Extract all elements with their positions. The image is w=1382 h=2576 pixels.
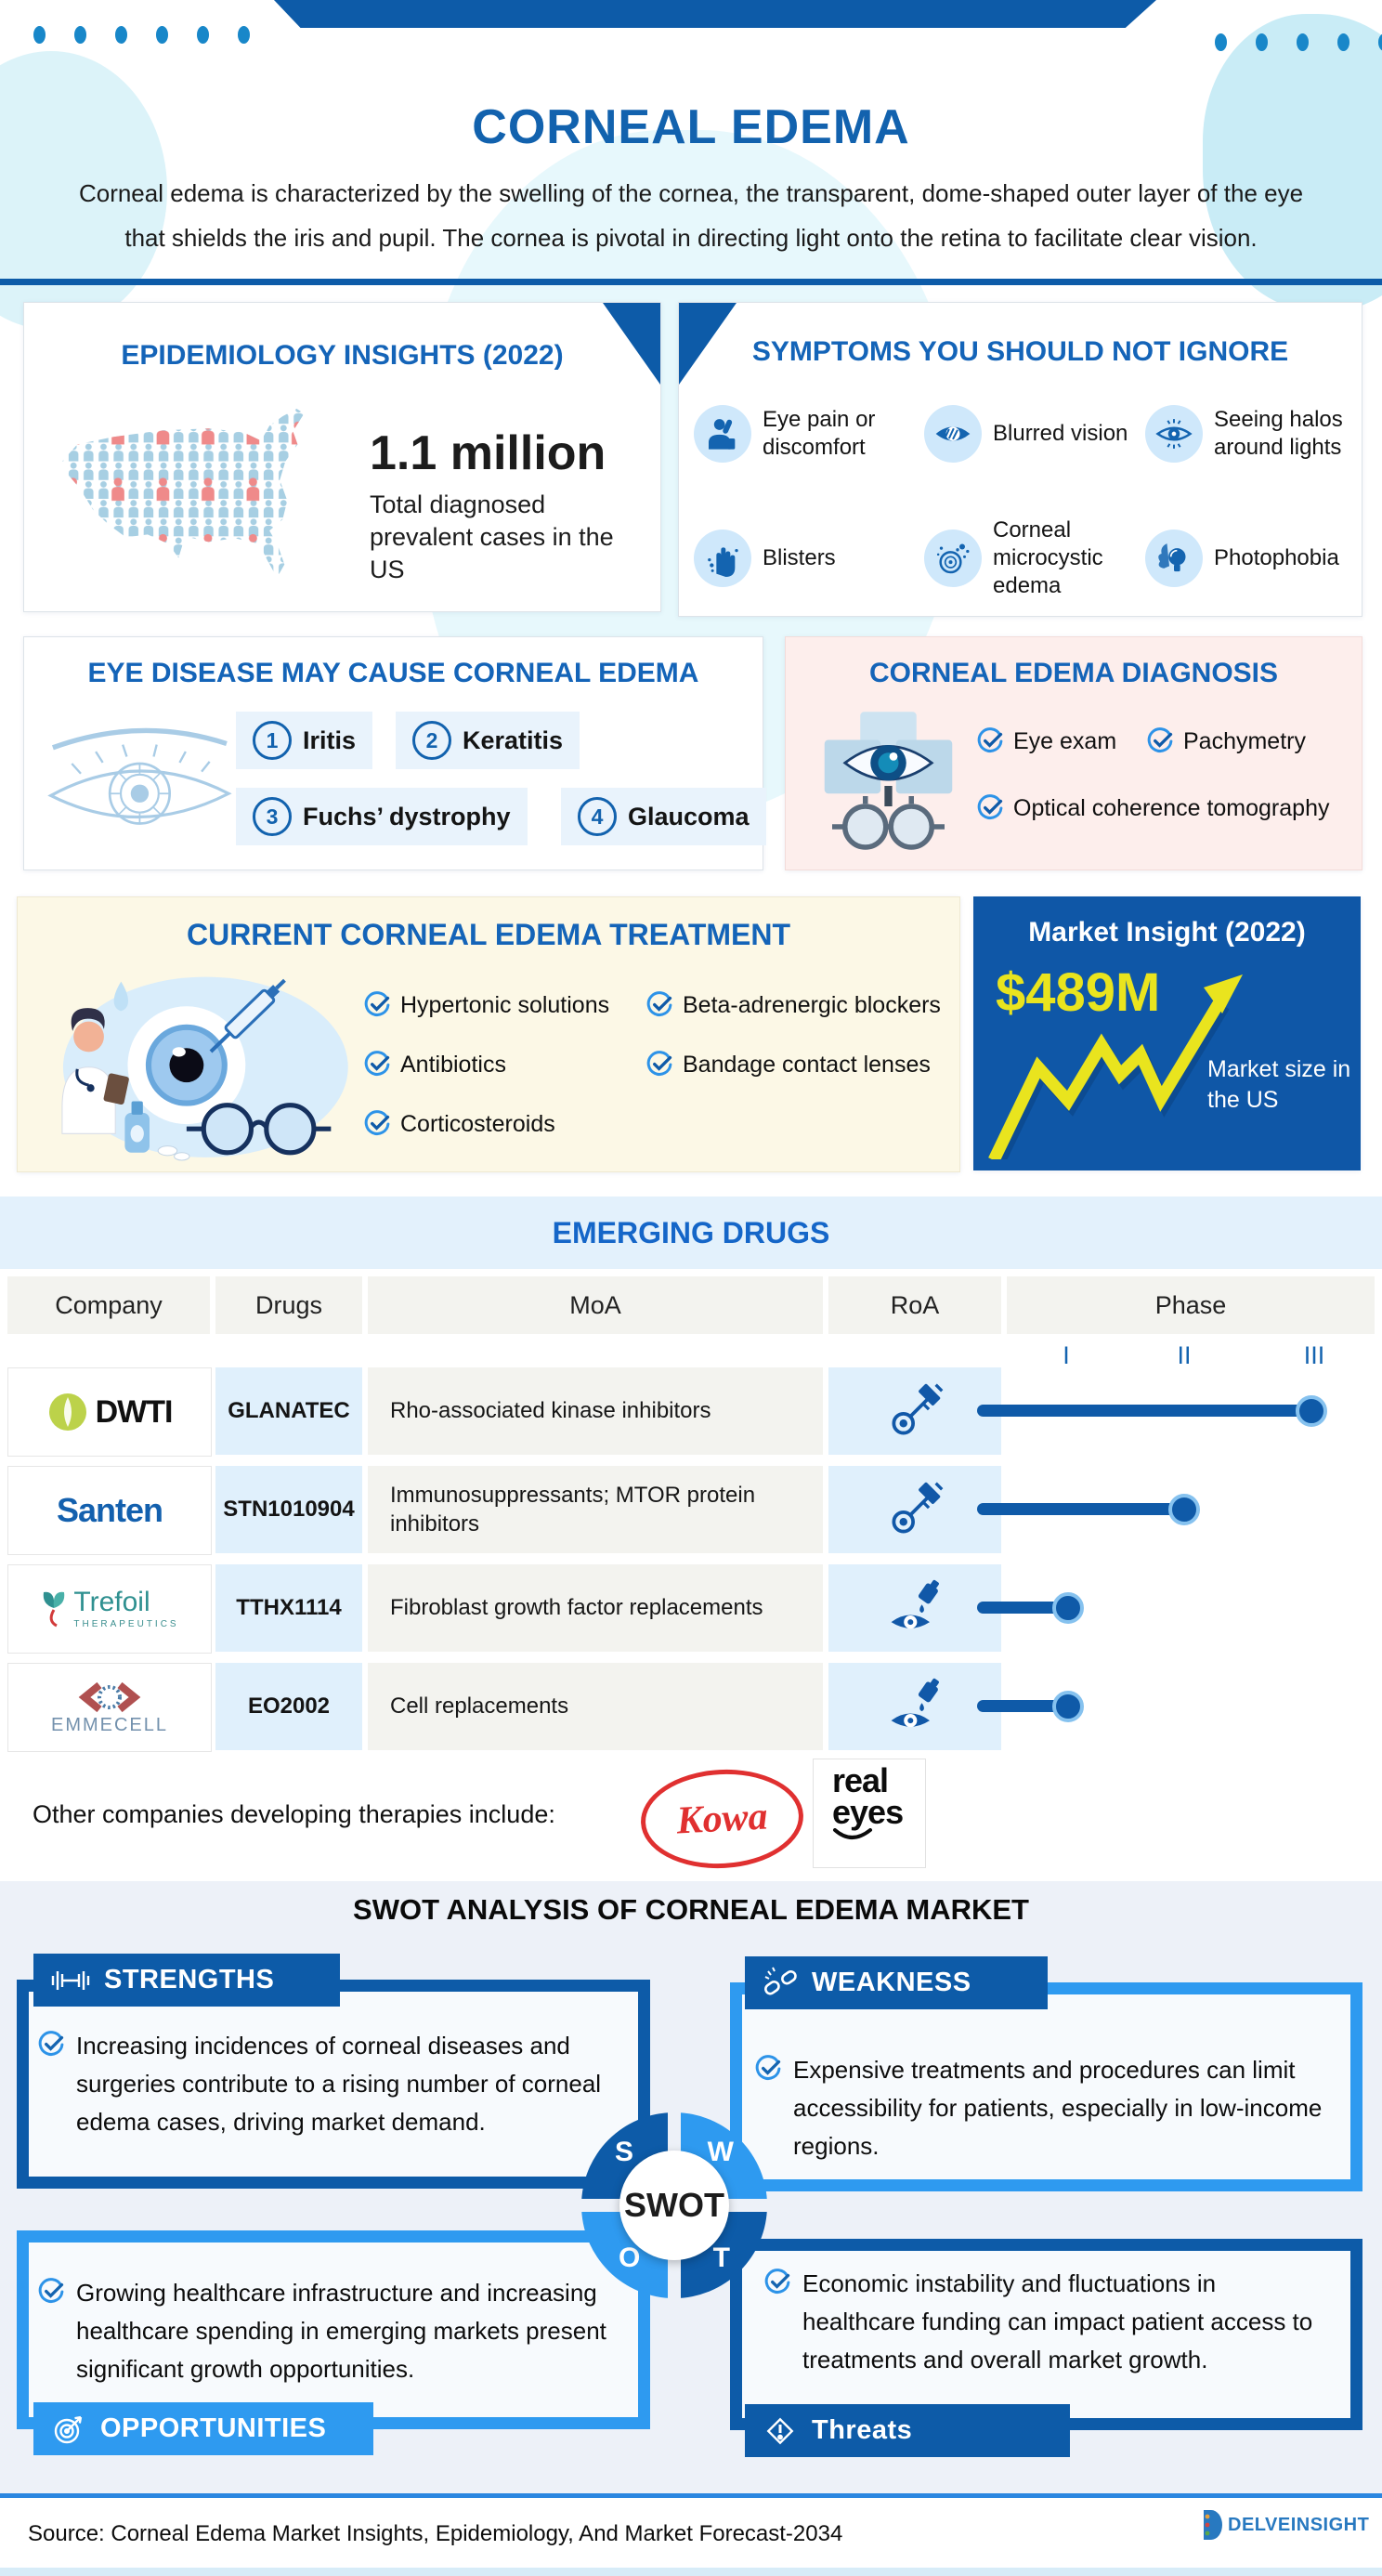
treatment-label: Corticosteroids	[400, 1111, 555, 1137]
decor-blob-right	[1203, 14, 1382, 311]
weakness-chip	[745, 1956, 1048, 2009]
top-banner	[274, 0, 1156, 28]
emmecell-logo-icon	[77, 1681, 142, 1713]
company-name: Santen	[56, 1491, 163, 1529]
check-icon	[1146, 727, 1174, 755]
delveinsight-icon	[1200, 2508, 1222, 2542]
diagnosis-label: Pachymetry	[1183, 728, 1306, 754]
swot-letter-o: O	[619, 2243, 641, 2273]
drug-name: TTHX1114	[215, 1564, 362, 1652]
column-header-phase: Phase	[1007, 1276, 1375, 1334]
number-badge: 3	[253, 797, 292, 836]
treatment-label: Bandage contact lenses	[683, 1052, 931, 1078]
diagnosis-label: Eye exam	[1013, 728, 1117, 754]
phase-progress	[977, 1663, 1367, 1750]
check-icon	[645, 1051, 673, 1079]
threats-label: Threats	[812, 2415, 913, 2445]
other-companies-label: Other companies developing therapies include:	[33, 1800, 555, 1828]
swot-letter-t: T	[712, 2243, 730, 2273]
company-logo-trefoil	[7, 1564, 212, 1654]
drug-moa: Rho-associated kinase inhibitors	[368, 1367, 823, 1455]
swot-letter-s: S	[615, 2137, 634, 2167]
emerging-drugs-header	[0, 1196, 1382, 1269]
doctor-eye-illustration	[29, 953, 354, 1162]
drug-row	[0, 1367, 1382, 1455]
prevalence-label: Total diagnosed prevalent cases in the US	[370, 490, 614, 584]
symptom-label: Blisters	[763, 545, 836, 570]
company-logo-emmecell	[7, 1663, 212, 1752]
photophobia-icon	[1145, 530, 1203, 587]
diagnosis-title: CORNEAL EDEMA DIAGNOSIS	[868, 658, 1279, 688]
eye-drops-icon	[828, 1564, 1001, 1652]
phase-dot	[1168, 1494, 1200, 1525]
column-header-drugs: Drugs	[215, 1276, 362, 1334]
strengths-text: Increasing incidences of corneal diseases and surgeries contribute to a rising number of corneal edema cases, driving market demand.	[37, 2027, 628, 2141]
treatment-card	[17, 896, 960, 1172]
footer-divider	[0, 2493, 1382, 2498]
drug-moa: Cell replacements	[368, 1663, 823, 1750]
symptom-label: Eye pain or discomfort	[763, 407, 876, 460]
eye-injection-icon	[828, 1367, 1001, 1455]
symptom-label: Seeing halos around lights	[1214, 407, 1343, 460]
cause-item	[561, 788, 766, 845]
eye-sketch-icon	[41, 712, 241, 856]
phase-dot	[1296, 1395, 1327, 1427]
market-insight-title: Market Insight (2022)	[1028, 917, 1306, 948]
prevalence-value: 1.1 million	[370, 426, 606, 480]
page-title: CORNEAL EDEMA	[472, 99, 910, 154]
phase-progress	[977, 1466, 1367, 1553]
phase-bar	[977, 1405, 1311, 1417]
treatment-item	[363, 990, 651, 1021]
swot-center-badge	[581, 2112, 767, 2298]
column-header-moa: MoA	[368, 1276, 823, 1334]
cause-item	[236, 712, 372, 769]
delveinsight-text: DELVEINSIGHT	[1228, 2514, 1370, 2535]
phase-progress	[977, 1367, 1367, 1455]
threats-chip	[745, 2404, 1070, 2457]
number-badge: 2	[412, 721, 451, 760]
phase-scale	[0, 1341, 1382, 1369]
phase-tick: II	[1177, 1341, 1192, 1369]
symptom-item	[694, 507, 924, 609]
diagnosis-label: Optical coherence tomography	[1013, 795, 1330, 821]
blurred-vision-icon	[924, 405, 982, 463]
symptoms-card	[678, 302, 1362, 617]
drug-name: EO2002	[215, 1663, 362, 1750]
causes-card	[23, 636, 763, 870]
us-map-population-icon	[50, 405, 361, 602]
phase-progress	[977, 1564, 1367, 1652]
phase-dot	[1052, 1592, 1084, 1624]
decor-dots-right	[1215, 33, 1382, 51]
check-icon	[37, 2031, 65, 2059]
broken-chain-icon	[762, 1965, 799, 2002]
treatment-item	[645, 990, 961, 1021]
bottom-strip	[0, 2568, 1382, 2576]
symptoms-grid	[694, 383, 1349, 609]
diagnosis-item	[1146, 726, 1346, 757]
realeyes-line1: real	[832, 1761, 889, 1799]
threats-text: Economic instability and fluctuations in healthcare funding can impact patient access to treatments and overall market growth.	[763, 2265, 1332, 2379]
treatment-label: Antibiotics	[400, 1052, 506, 1078]
check-icon	[976, 727, 1004, 755]
cause-label: Keratitis	[463, 726, 564, 754]
treatment-title: CURRENT CORNEAL EDEMA TREATMENT	[186, 918, 791, 951]
eye-injection-icon	[828, 1466, 1001, 1553]
emerging-drugs-title: EMERGING DRUGS	[552, 1216, 830, 1249]
kowa-logo-text: Kowa	[675, 1795, 769, 1843]
drug-row	[0, 1564, 1382, 1652]
dumbbell-icon	[50, 1966, 91, 1995]
check-icon	[37, 2278, 65, 2306]
check-icon	[363, 991, 391, 1019]
page-description: Corneal edema is characterized by the swelling of the cornea, the transparent, dome-shaped outer layer of the eye that shields the iris and pupil. The cornea is pivotal in directing light onto the retina to facilitate clear vision.	[78, 179, 1304, 253]
cause-label: Fuchs’ dystrophy	[303, 802, 511, 830]
company-name: DWTI	[95, 1393, 173, 1430]
phase-bar	[977, 1700, 1068, 1712]
check-icon	[645, 991, 673, 1019]
blisters-icon	[694, 530, 751, 587]
number-badge: 1	[253, 721, 292, 760]
drug-row	[0, 1663, 1382, 1750]
trefoil-logo-icon	[40, 1589, 68, 1628]
company-name: Trefoil	[73, 1587, 150, 1617]
phase-bar	[977, 1503, 1184, 1515]
opportunities-chip	[33, 2402, 373, 2455]
check-icon	[363, 1110, 391, 1138]
treatment-label: Beta-adrenergic blockers	[683, 992, 941, 1018]
weakness-text: Expensive treatments and procedures can limit accessibility for patients, especially in low-income regions.	[754, 2051, 1334, 2165]
phase-bar	[977, 1602, 1068, 1614]
drug-name: GLANATEC	[215, 1367, 362, 1455]
check-icon	[763, 2269, 791, 2296]
microcystic-edema-icon	[924, 530, 982, 587]
symptom-label: Blurred vision	[993, 421, 1128, 446]
symptom-item	[924, 383, 1145, 485]
symptom-label: Corneal microcystic edema	[993, 517, 1103, 598]
header-divider	[0, 279, 1382, 285]
symptom-item	[694, 383, 924, 485]
realeyes-line2: eyes	[832, 1793, 904, 1832]
diagnosis-item	[976, 793, 1348, 824]
company-logo-santen	[7, 1466, 212, 1555]
opportunities-label: OPPORTUNITIES	[100, 2413, 327, 2443]
diagnosis-item	[976, 726, 1143, 757]
epidemiology-card	[23, 302, 661, 612]
number-badge: 4	[578, 797, 617, 836]
prevalence-stat	[370, 425, 648, 586]
phase-tick: I	[1063, 1341, 1070, 1369]
column-header-roa: RoA	[828, 1276, 1001, 1334]
treatment-item	[363, 1109, 651, 1140]
market-size-value: $489M	[996, 962, 1161, 1023]
realeyes-logo	[813, 1759, 926, 1868]
emerging-drugs-column-headers	[0, 1276, 1382, 1334]
cause-item	[236, 788, 528, 845]
drug-moa: Immunosuppressants; MTOR protein inhibitors	[368, 1466, 823, 1553]
swot-center-label: SWOT	[619, 2151, 729, 2260]
eye-drops-icon	[828, 1663, 1001, 1750]
swot-title: SWOT ANALYSIS OF CORNEAL EDEMA MARKET	[353, 1893, 1029, 1926]
company-name-sub: THERAPEUTICS	[73, 1619, 179, 1629]
halos-around-lights-icon	[1145, 405, 1203, 463]
symptom-item	[924, 507, 1145, 609]
symptom-label: Photophobia	[1214, 545, 1339, 570]
eye-pain-icon	[694, 405, 751, 463]
check-icon	[363, 1051, 391, 1079]
company-name: EMMECELL	[50, 1714, 169, 1735]
smile-icon	[832, 1828, 873, 1841]
market-insight-card	[973, 896, 1361, 1170]
delveinsight-logo	[1200, 2508, 1369, 2542]
phase-dot	[1052, 1691, 1084, 1722]
company-logo-dwti	[7, 1367, 212, 1457]
drug-row	[0, 1466, 1382, 1553]
strengths-label: STRENGTHS	[104, 1965, 275, 1994]
decor-dots-left	[33, 26, 250, 44]
warning-diamond-icon	[762, 2413, 799, 2450]
market-size-label: Market size in the US	[1207, 1056, 1351, 1113]
cause-item	[396, 712, 580, 769]
kowa-logo	[638, 1765, 805, 1872]
check-icon	[754, 2055, 782, 2083]
treatment-item	[645, 1050, 961, 1080]
strengths-chip	[33, 1954, 340, 2007]
cause-label: Iritis	[303, 726, 357, 754]
treatment-item	[363, 1050, 651, 1080]
dwti-logo-icon	[47, 1392, 88, 1432]
symptom-item	[1145, 507, 1349, 609]
eye-exam-device-icon	[812, 704, 965, 857]
diagnosis-card	[785, 636, 1362, 870]
phase-tick: III	[1303, 1341, 1325, 1369]
column-header-company: Company	[7, 1276, 210, 1334]
source-text: Source: Corneal Edema Market Insights, Epidemiology, And Market Forecast-2034	[28, 2521, 843, 2546]
weakness-label: WEAKNESS	[812, 1968, 971, 1997]
opportunities-text: Growing healthcare infrastructure and increasing healthcare spending in emerging markets present significant growth opportunities.	[37, 2274, 628, 2388]
symptoms-title: SYMPTOMS YOU SHOULD NOT IGNORE	[751, 336, 1289, 367]
symptom-item	[1145, 383, 1349, 485]
causes-title: EYE DISEASE MAY CAUSE CORNEAL EDEMA	[87, 658, 699, 688]
drug-name: STN1010904	[215, 1466, 362, 1553]
drug-moa: Fibroblast growth factor replacements	[368, 1564, 823, 1652]
cause-label: Glaucoma	[628, 802, 750, 830]
epidemiology-title: EPIDEMIOLOGY INSIGHTS (2022)	[121, 340, 564, 371]
check-icon	[976, 794, 1004, 822]
target-icon	[50, 2411, 87, 2448]
treatment-label: Hypertonic solutions	[400, 992, 610, 1018]
swot-letter-w: W	[707, 2137, 734, 2167]
